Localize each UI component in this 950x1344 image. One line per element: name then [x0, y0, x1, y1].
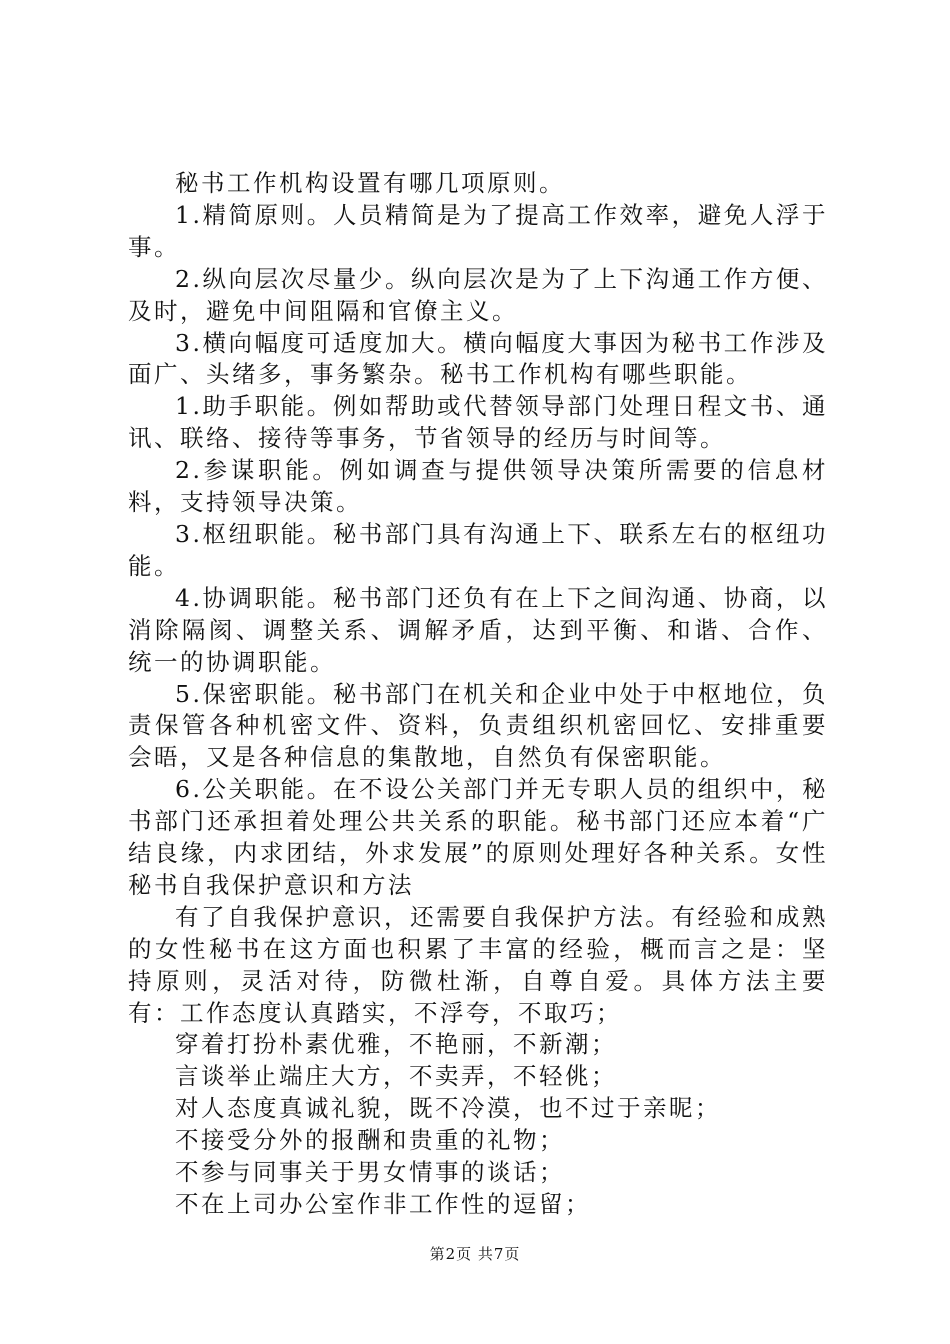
paragraph-17: 不在上司办公室作非工作性的逗留； — [175, 1190, 591, 1218]
page-footer — [0, 1244, 950, 1264]
paragraph-5: 1.助手职能。例如帮助或代替领导部门处理日程文书、通讯、联络、接待等事务，节省领导的经历与时间等。 — [128, 392, 828, 453]
paragraph-13: 言谈举止端庄大方，不卖弄，不轻佻； — [175, 1062, 617, 1091]
paragraph-6: 2.参谋职能。例如调查与提供领导决策所需要的信息材料，支持领导决策。 — [128, 456, 828, 517]
paragraph-14: 对人态度真诚礼貌，既不冷漠，也不过于亲昵； — [175, 1094, 721, 1123]
paragraph-8: 4.协调职能。秘书部门还负有在上下之间沟通、协商，以消除隔阂、调整关系、调解矛盾，达到平衡、和谐、合作、统一的协调职能。 — [128, 583, 828, 676]
paragraph-11: 有了自我保护意识，还需要自我保护方法。有经验和成熟的女性秘书在这方面也积累了丰富的经验，概而言之是：坚持原则，灵活对待，防微杜渐，自尊自爱。具体方法主要有：工作态度认真踏实，不浮夸，不取巧； — [128, 902, 828, 1027]
paragraph-2: 1.精简原则。人员精简是为了提高工作效率，避免人浮于事。 — [128, 200, 828, 261]
paragraph-4: 3.横向幅度可适度加大。横向幅度大事因为秘书工作涉及面广、头绪多，事务繁杂。秘书工作机构有哪些职能。 — [128, 328, 828, 389]
paragraph-16: 不参与同事关于男女情事的谈话； — [175, 1158, 565, 1187]
paragraph-10: 6.公关职能。在不设公关部门并无专职人员的组织中，秘书部门还承担着处理公共关系的职能。秘书部门还应本着“广结良缘，内求团结，外求发展”的原则处理好各种关系。女性秘书自我保护意识和方法 — [128, 775, 828, 899]
page-number-label: 第2页 共7页 — [429, 1245, 521, 1263]
paragraph-15: 不接受分外的报酬和贵重的礼物； — [175, 1126, 565, 1155]
paragraph-3: 2.纵向层次尽量少。纵向层次是为了上下沟通工作方便、及时，避免中间阻隔和官僚主义。 — [128, 264, 828, 325]
paragraph-1: 秘书工作机构设置有哪几项原则。 — [175, 169, 565, 197]
paragraph-9: 5.保密职能。秘书部门在机关和企业中处于中枢地位，负责保管各种机密文件、资料，负责组织机密回忆、安排重要会晤，又是各种信息的集散地，自然负有保密职能。 — [128, 679, 828, 772]
paragraph-7: 3.枢纽职能。秘书部门具有沟通上下、联系左右的枢纽功能。 — [128, 519, 828, 580]
paragraph-12: 穿着打扮朴素优雅，不艳丽，不新潮； — [175, 1030, 617, 1059]
body-text — [128, 168, 828, 1221]
